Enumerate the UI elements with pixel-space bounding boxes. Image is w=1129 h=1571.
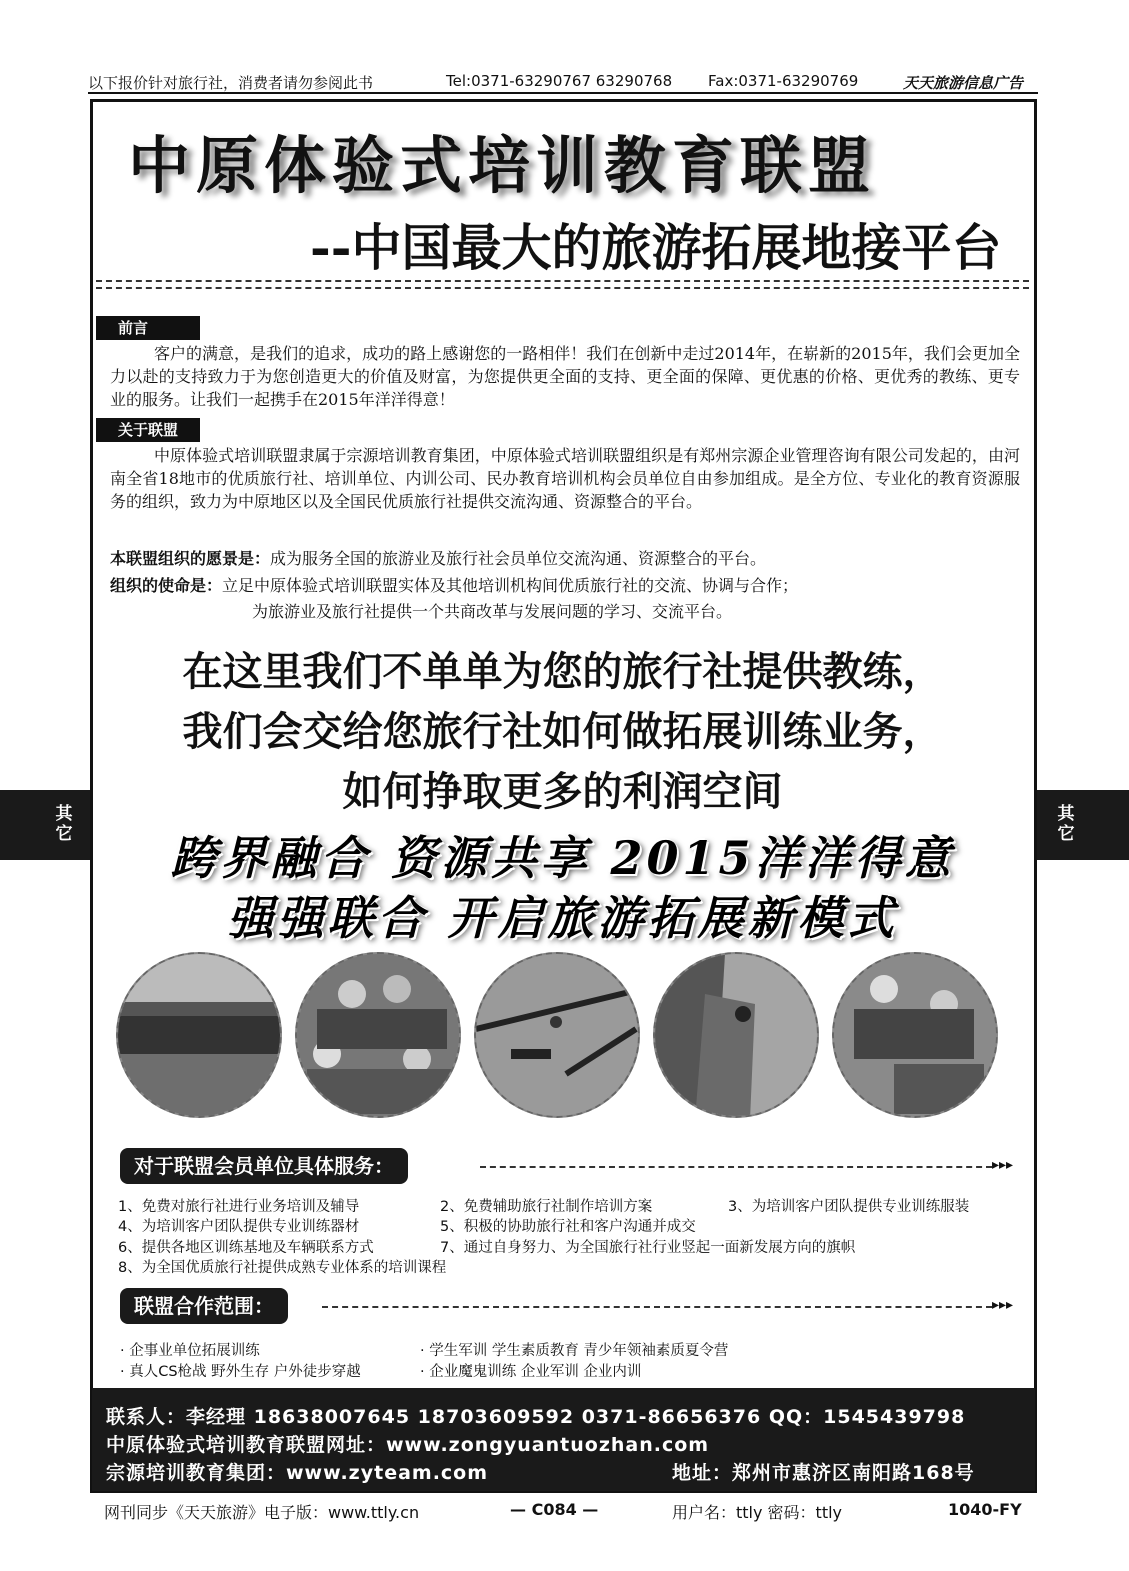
footer-login: 用户名：ttly 密码：ttly bbox=[672, 1503, 843, 1522]
service-item: 2、免费辅助旅行社制作培训方案 bbox=[440, 1199, 653, 1215]
title-divider-2 bbox=[96, 287, 1029, 289]
slogan-line-1: 跨界融合 资源共享 2015洋洋得意 bbox=[170, 831, 955, 885]
about-label: 关于联盟 bbox=[96, 418, 200, 442]
headline-line-1: 在这里我们不单单为您的旅行社提供教练， bbox=[182, 649, 943, 695]
side-tab-right-label: 其它 bbox=[1057, 804, 1075, 844]
telephone: Tel:0371-63290767 63290768 bbox=[446, 72, 673, 90]
group-website: 宗源培训教育集团：www.zyteam.com bbox=[106, 1462, 489, 1484]
scope-item: · 真人CS枪战 野外生存 户外徒步穿越 bbox=[120, 1364, 361, 1380]
footer-code: 1040-FY bbox=[948, 1500, 1022, 1519]
mission-text-1: 立足中原体验式培训联盟实体及其他培训机构间优质旅行社的交流、协调与合作； bbox=[222, 576, 799, 595]
service-item: 3、为培训客户团队提供专业训练服装 bbox=[728, 1199, 970, 1215]
side-tab-left-label: 其它 bbox=[55, 804, 73, 844]
headline-line-2: 我们会交给您旅行社如何做拓展训练业务， bbox=[182, 709, 943, 755]
services-arrow-icon: ▸▸▸ bbox=[992, 1157, 1014, 1173]
photo-group-training bbox=[116, 952, 282, 1118]
service-item: 1、免费对旅行社进行业务培训及辅导 bbox=[118, 1199, 360, 1215]
services-arrow-line bbox=[480, 1166, 992, 1168]
preface-paragraph bbox=[110, 342, 1020, 411]
preface-text: 客户的满意，是我们的追求，成功的路上感谢您的一路相伴！我们在创新中走过2014年，在崭新的2015年，我们会更加全力以赴的支持致力于为您创造更大的价值及财富，为您提供更全面的支持、更全面的保障、更优惠的价格、更优秀的教练、更专业的服务。让我们一起携手在2015年洋洋得意！ bbox=[110, 344, 1020, 409]
photo-rock-climbing bbox=[653, 952, 819, 1118]
mission-text-2: 为旅游业及旅行社提供一个共商改革与发展问题的学习、交流平台。 bbox=[252, 602, 733, 621]
contact-line-1: 联系人：李经理 18638007645 18703609592 0371-86656376 QQ：1545439798 bbox=[106, 1406, 966, 1428]
contact-address: 地址：郑州市惠济区南阳路168号 bbox=[672, 1462, 975, 1484]
scope-item: · 企业魔鬼训练 企业军训 企业内训 bbox=[420, 1364, 642, 1380]
side-tab-left bbox=[0, 790, 90, 860]
mission-line bbox=[110, 574, 1020, 597]
about-text: 中原体验式培训联盟隶属于宗源培训教育集团，中原体验式培训联盟组织是有郑州宗源企业管理咨询有限公司发起的，由河南全省18地市的优质旅行社、培训单位、内训公司、民办教育培训机构会员单位自由参加组成。是全方位、专业化的教育资源服务的组织，致力为中原地区以及全国民优质旅行社提供交流沟通、资源整合的平台。 bbox=[110, 446, 1020, 511]
title-divider bbox=[96, 280, 1029, 282]
contact-website: 中原体验式培训教育联盟网址：www.zongyuantuozhan.com bbox=[106, 1434, 710, 1456]
service-item: 8、为全国优质旅行社提供成熟专业体系的培训课程 bbox=[118, 1260, 447, 1276]
service-item: 4、为培训客户团队提供专业训练器材 bbox=[118, 1219, 360, 1235]
photo-teamwork bbox=[295, 952, 461, 1118]
service-item: 6、提供各地区训练基地及车辆联系方式 bbox=[118, 1240, 374, 1256]
preface-label: 前言 bbox=[96, 316, 200, 340]
photo-high-ropes bbox=[474, 952, 640, 1118]
scope-arrow-line bbox=[322, 1306, 992, 1308]
vision-text: 成为服务全国的旅游业及旅行社会员单位交流沟通、资源整合的平台。 bbox=[270, 549, 767, 568]
scope-item: · 企事业单位拓展训练 bbox=[120, 1343, 260, 1359]
top-header-line bbox=[88, 70, 1038, 94]
price-notice: 以下报价针对旅行社，消费者请勿参阅此书 bbox=[88, 74, 374, 92]
slogan-line-2: 强强联合 开启旅游拓展新模式 bbox=[227, 891, 898, 945]
footer-sync: 网刊同步《天天旅游》电子版：www.ttly.cn bbox=[104, 1503, 420, 1522]
mission-label: 组织的使命是： bbox=[110, 576, 223, 595]
vision-line bbox=[110, 547, 1020, 570]
contact-block bbox=[92, 1388, 1035, 1491]
main-title: 中原体验式培训教育联盟 bbox=[128, 129, 877, 202]
services-title: 对于联盟会员单位具体服务： bbox=[120, 1148, 408, 1184]
brand-label: 天天旅游信息广告 bbox=[903, 74, 1024, 92]
vision-label: 本联盟组织的愿景是： bbox=[110, 549, 271, 568]
scope-arrow-icon: ▸▸▸ bbox=[992, 1297, 1014, 1313]
footer-page-number: — C084 — bbox=[510, 1500, 599, 1519]
headline-line-3: 如何挣取更多的利润空间 bbox=[342, 769, 783, 815]
side-tab-right bbox=[1037, 790, 1129, 860]
sub-title: --中国最大的旅游拓展地接平台 bbox=[310, 218, 1002, 277]
scope-item: · 学生军训 学生素质教育 青少年领袖素质夏令营 bbox=[420, 1343, 729, 1359]
about-paragraph bbox=[110, 444, 1020, 513]
service-item: 5、积极的协助旅行社和客户沟通并成交 bbox=[440, 1219, 696, 1235]
fax: Fax:0371-63290769 bbox=[708, 72, 859, 90]
scope-title: 联盟合作范围： bbox=[120, 1288, 288, 1324]
service-item: 7、通过自身努力、为全国旅行社行业竖起一面新发展方向的旗帜 bbox=[440, 1240, 856, 1256]
photo-trust-exercise bbox=[832, 952, 998, 1118]
